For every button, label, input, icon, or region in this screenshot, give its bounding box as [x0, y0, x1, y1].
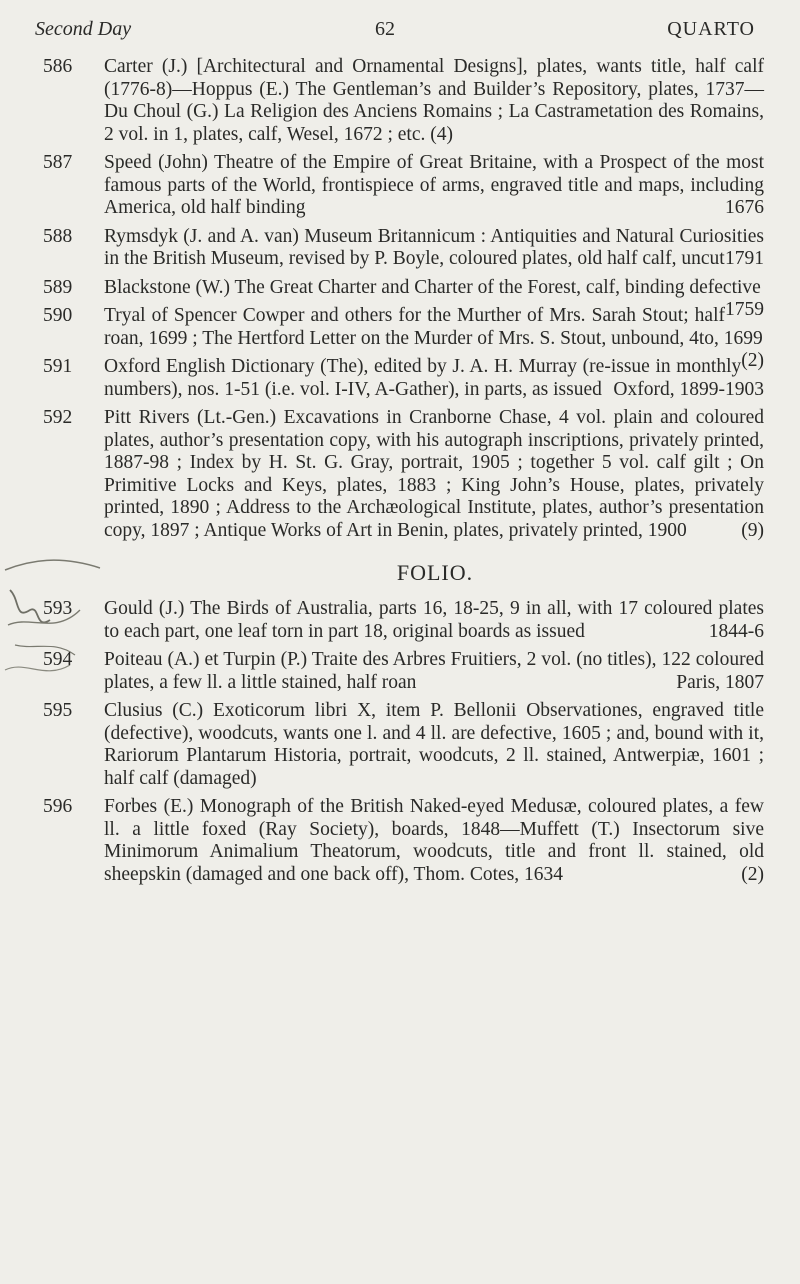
lot-number: 589 — [43, 276, 73, 298]
lot-number: 588 — [43, 225, 73, 247]
lot-number: 593 — [43, 598, 73, 619]
lot-number: 592 — [43, 407, 73, 428]
format-heading: QUARTO — [667, 18, 755, 40]
lot-year: 1844-6 — [708, 620, 764, 642]
lot-number: 590 — [43, 305, 73, 326]
lot-entry-596 — [0, 796, 800, 886]
lot-year: Paris, 1807 — [676, 671, 764, 693]
lot-year: (2) — [741, 863, 764, 885]
lot-entry-595 — [0, 700, 800, 790]
lot-description: Pitt Rivers (Lt.-Gen.) Excavations in Cranborne Chase, 4 vol. plain and coloured plates, author’s presentation copy, with his autograph inscriptions, privately printed, 1887-98 ; Index by H. St. G. Gray, portrait, 1905 ; together 5 vol. calf gilt ; On Primitive Locks and Keys, plates, 1883 ; King John’s House, plates, privately printed, 1890 ; Address to the Archæological Institute, plates, author’s presentation copy, 1897 ; Antique Works of Art in Benin, plates, privately printed, 1900 — [104, 407, 764, 541]
lot-description: Gould (J.) The Birds of Australia, parts 16, 18-25, 9 in all, with 17 coloured plates to each part, one leaf torn in part 18, original boards as issued — [104, 598, 764, 642]
lot-year: (2) — [741, 350, 764, 371]
lot-description: Forbes (E.) Monograph of the British Naked-eyed Medusæ, coloured plates, a few ll. a little foxed (Ray Society), boards, 1848—Muffett (T.) Insectorum sive Minimorum Animalium Theatorum, woodcuts, title and front ll. stained, old sheepskin (damaged and one back off), Thom. Cotes, 1634 — [104, 796, 764, 885]
lot-description: Blackstone (W.) The Great Charter and Charter of the Forest, calf, binding defective — [104, 276, 761, 298]
running-title: Second Day — [35, 18, 132, 40]
lot-number: 596 — [43, 796, 73, 817]
lot-entry-593 — [0, 598, 800, 643]
lot-description: Rymsdyk (J. and A. van) Museum Britannicum : Antiquities and Natural Curiosities in the British Museum, revised by P. Boyle, coloured plates, old half calf, uncut — [104, 225, 764, 269]
lot-description: Speed (John) Theatre of the Empire of Great Britaine, with a Prospect of the most famous parts of the World, frontispiece of arms, engraved title and maps, including America, old half binding — [104, 152, 764, 218]
lot-entry-587 — [0, 152, 800, 220]
lot-description: Carter (J.) [Architectural and Ornamental Designs], plates, wants title, half calf (1776-8)—Hoppus (E.) The Gentleman’s and Builder’s Repository, plates, 1737—Du Choul (G.) La Religion des Anciens Romains ; La Castrametation des Romains, 2 vol. in 1, plates, calf, Wesel, 1672 ; etc. (4) — [104, 56, 764, 145]
lot-entry-594 — [0, 649, 800, 694]
page-number: 62 — [375, 18, 395, 40]
lot-number: 594 — [43, 649, 73, 670]
lot-description: Oxford English Dictionary (The), edited by J. A. H. Murray (re-issue in monthly numbers), nos. 1-51 (i.e. vol. I-IV, A-Gather), in parts, as issued — [104, 356, 742, 400]
lot-number: 591 — [43, 356, 73, 377]
lot-year: 1791 — [725, 248, 764, 269]
lot-description: Poiteau (A.) et Turpin (P.) Traite des Arbres Fruitiers, 2 vol. (no titles), 122 coloured plates, a few ll. a little stained, half roan — [104, 649, 764, 693]
lot-entry-588 — [0, 226, 800, 271]
lot-year: (9) — [741, 519, 764, 541]
lot-description: Tryal of Spencer Cowper and others for the Murther of Mrs. Sarah Stout; half roan, 1699 ; The Hertford Letter on the Murder of Mrs. S. Stout, unbound, 4to, 1699 — [104, 305, 763, 349]
lot-number: 586 — [43, 56, 73, 77]
lot-year: 1759 — [725, 299, 764, 320]
lot-number: 595 — [43, 700, 73, 721]
lot-entry-586 — [0, 56, 800, 146]
section-heading-folio: FOLIO. — [396, 560, 474, 585]
lot-entry-592 — [0, 407, 800, 542]
lot-entry-591 — [0, 356, 800, 401]
page-header — [35, 18, 755, 48]
lot-number: 587 — [43, 152, 73, 173]
lot-year: 1676 — [725, 197, 764, 218]
catalogue-entries — [0, 56, 800, 892]
lot-year: Oxford, 1899-1903 — [613, 378, 764, 400]
lot-description: Clusius (C.) Exoticorum libri X, item P. Bellonii Observationes, engraved title (defective), woodcuts, wants one l. and 4 ll. are defective, 1605 ; and, bound with it, Rariorum Plantarum Historia, portrait, woodcuts, 2 ll. stained, Antwerpiæ, 1601 ; half calf (damaged) — [104, 700, 764, 789]
